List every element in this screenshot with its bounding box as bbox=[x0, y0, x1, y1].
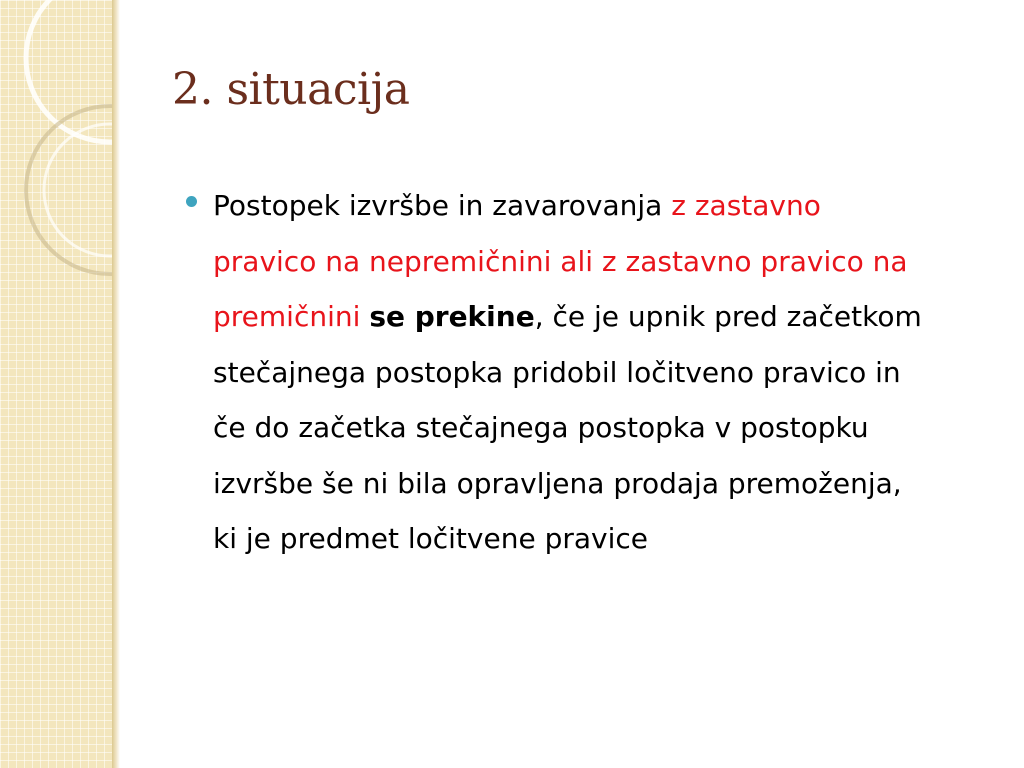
text-part-space bbox=[360, 300, 369, 333]
text-part-highlight: z zastavno pravico na nepremičnini ali z zastavno pravico na premičnini bbox=[213, 189, 908, 333]
text-part-intro: Postopek izvršbe in zavarovanja bbox=[213, 189, 672, 222]
slide-body bbox=[186, 178, 926, 567]
text-part-rest: , če je upnik pred začetkom stečajnega postopka pridobil ločitveno pravico in če do začetka stečajnega postopka v postopku izvršbe še ni bila opravljena prodaja premoženja, ki je predmet ločitvene pravice bbox=[213, 300, 922, 555]
decorative-side-strip bbox=[0, 0, 112, 768]
side-strip-edge bbox=[112, 0, 120, 768]
slide-title: 2. situacija bbox=[172, 64, 410, 115]
decorative-circles bbox=[0, 0, 112, 768]
bullet-text bbox=[213, 178, 926, 567]
text-part-bold: se prekine bbox=[369, 300, 535, 333]
bullet-icon bbox=[186, 196, 197, 207]
